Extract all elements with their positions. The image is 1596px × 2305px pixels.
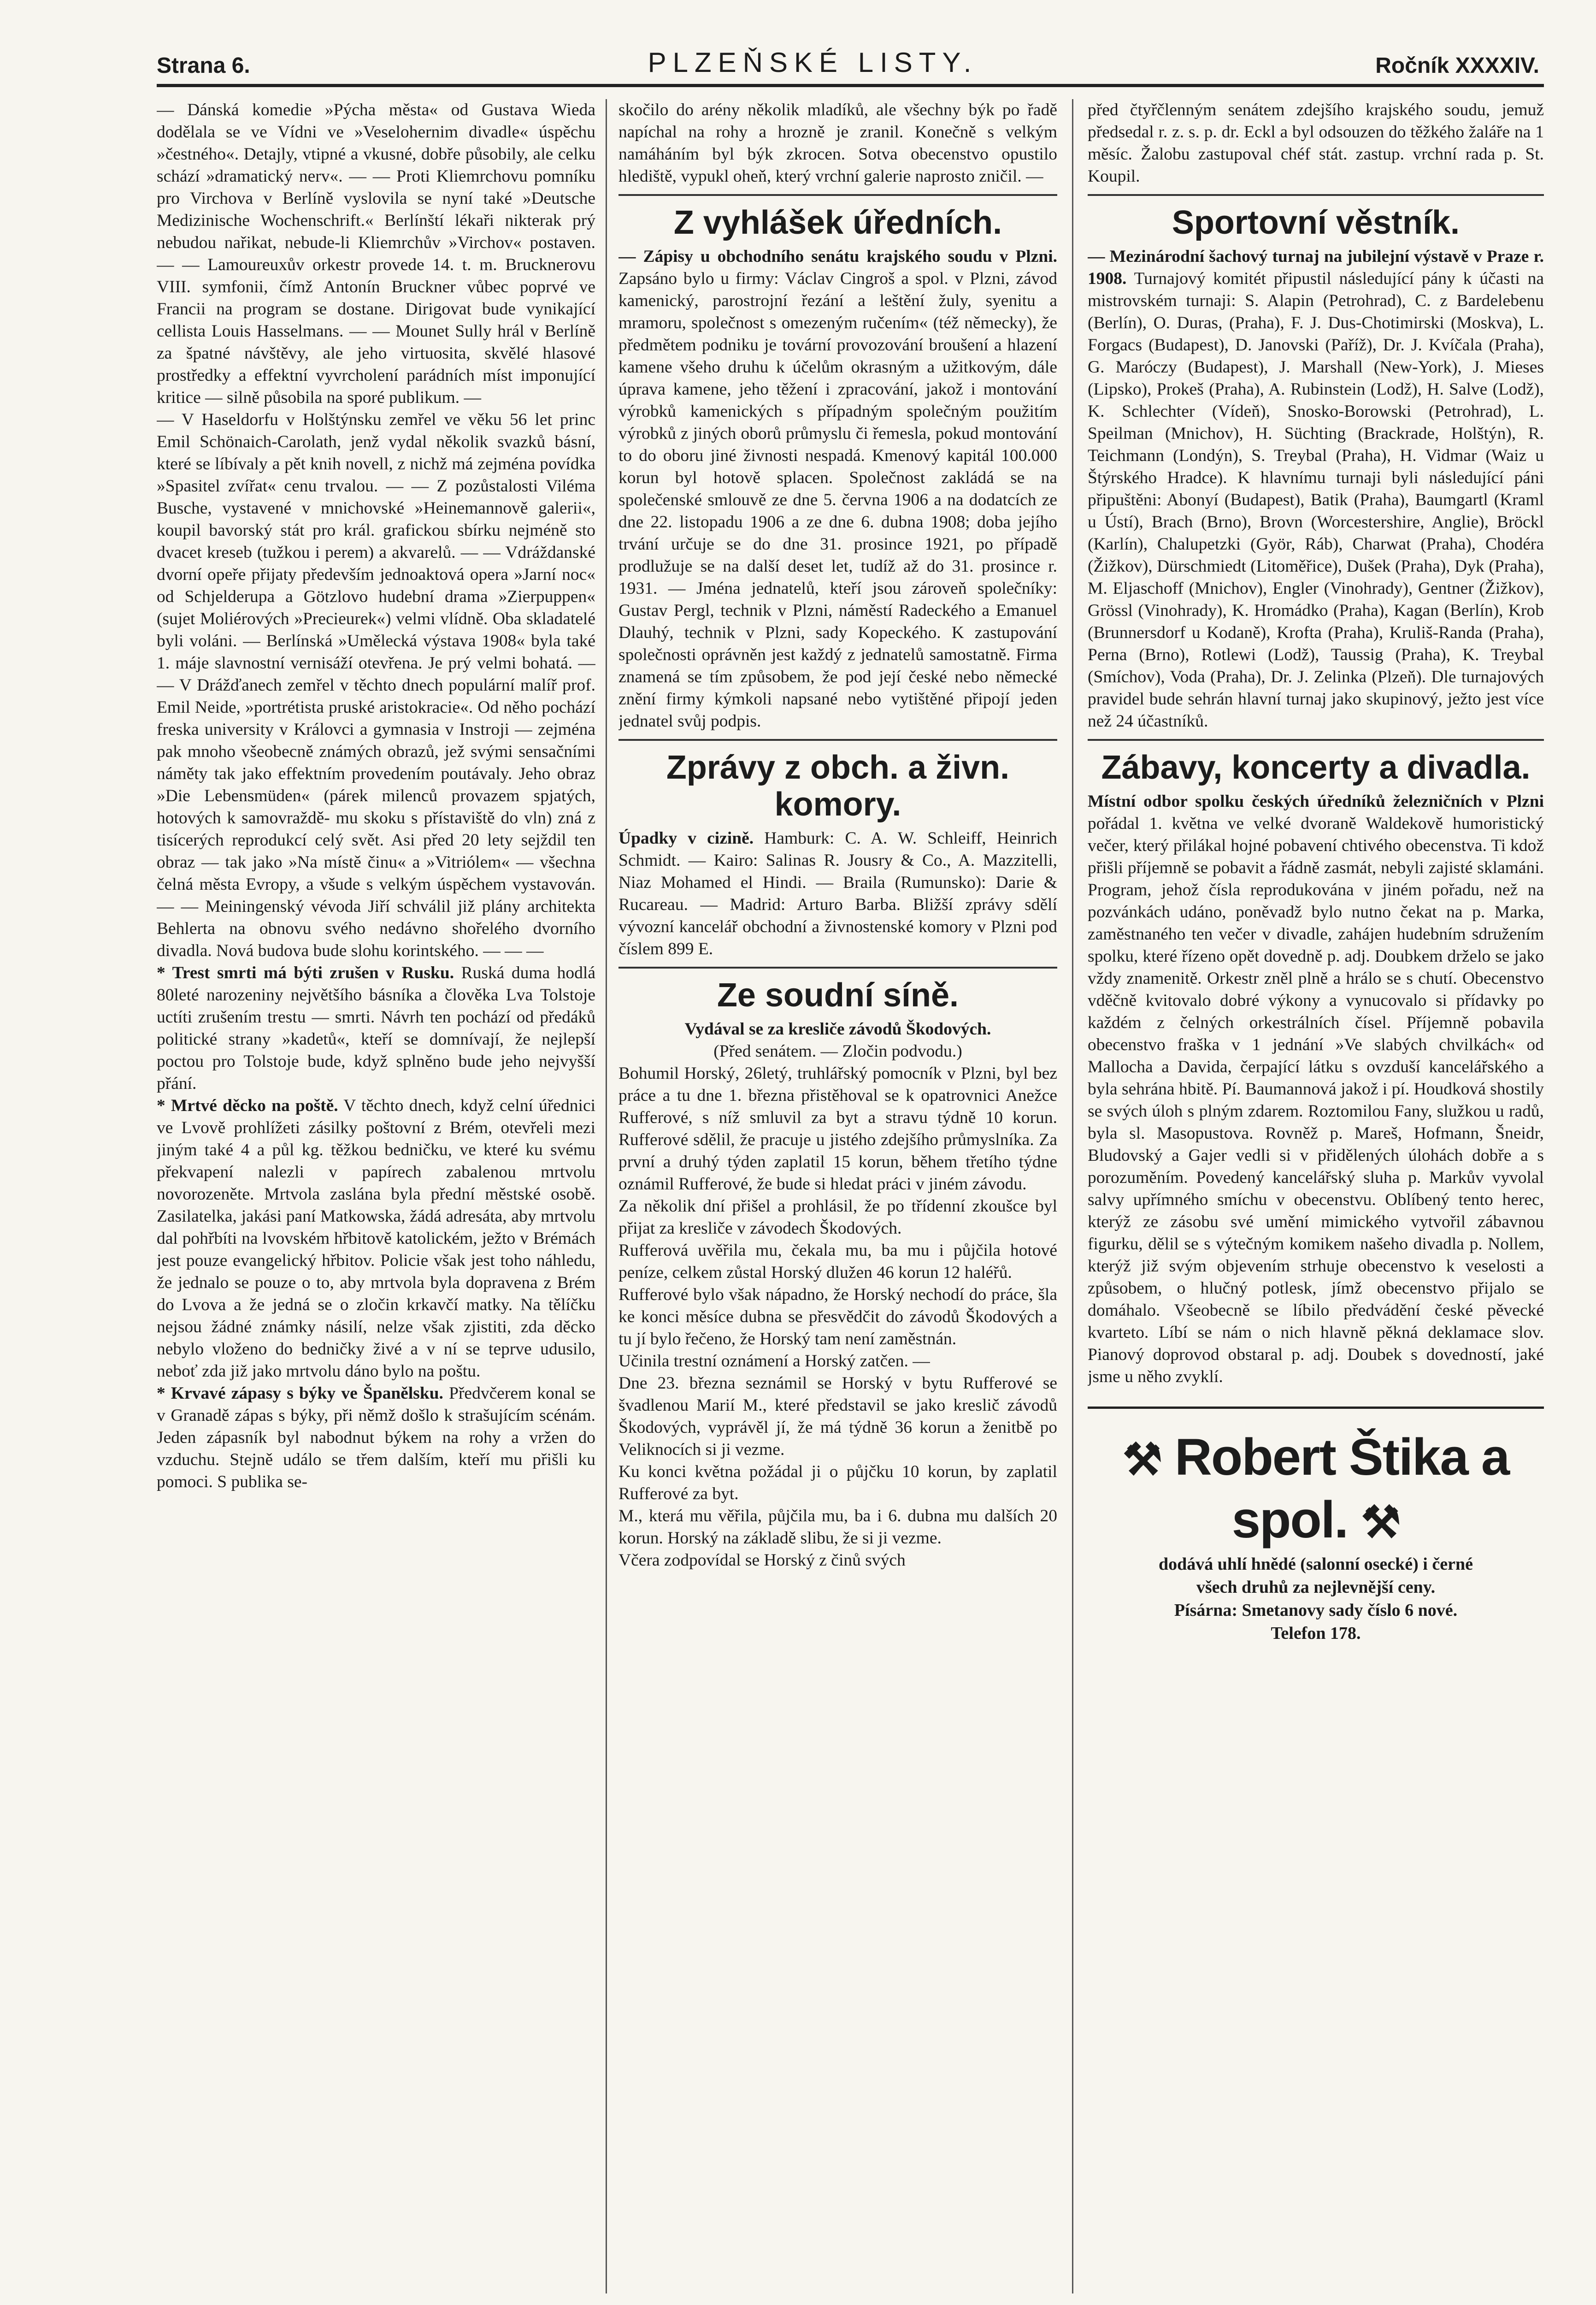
article-mistni-odbor <box>1088 791 1544 1388</box>
article-zapisy <box>618 246 1057 733</box>
page-header <box>157 32 1539 78</box>
article-body: pořádal 1. května ve velké dvoraně Waldekově humoristický večer, který přilákal hojné pobavení chtivého obecenstva. Ti kdož přišli příjemně se pobavit a řádně zasmát, nebyli zajisté sklamáni. Program, jehož čísla reprodukována v jiném pořadu, než na pozvánkách udáno, poněvadž bylo nutno čekat na p. Marka, zaměstnaného ten večer v divadle, zahájen hudebním sdružením spolku, které řízeno opět dovedně p. adj. Doubkem drželo se jako vždy znamenitě. Orkestr zněl plně a hrálo se s chutí. Obecenstvo vděčně kvitovalo dobré výkony a vynucovalo si přídavky po každém z čelných orkestrálních čísel. Příjemně pobavila obecenstvo fraška v 1 jednání »Ve slabých chvilkách« od Mallocha a Davida, čerpající látku s ovzduší kancelářského a byla sehrána hbitě. Pí. Baumannová jakož i pí. Houdková shostily se svých úloh s plným zdarem. Roztomilou Fany, služkou u radů, byla sl. Masopustova. Rovněž p. Mareš, Hofmann, Šneidr, Bludovský a Gajer vedli si v přidělených úlohách dobře a s porozuměním. Povedený kancelářský sluha p. Markův vyvolal salvy upřímného smíchu v obecenstvu. Oblíbený tento herec, kterýž ze zásobu své umění mimického vytvořil zábavnou figurku, dělil se s výtečným komikem našeho divadla p. Nollem, kterýž již svým objevením strhuje obecenstvo k veselosti a způsobem, o hlučný potlesk, jímž obecenstvo přijalo se domáhalo. Všeobecně se líbilo předvádění české pěvecké kvarteto. Líbí se nám o nich hlavně pěkná deklamace slov. Pianový doprovod obstaral p. adj. Doubek s dovedností, jaké jsme u něho zvyklí. <box>1088 814 1544 1386</box>
hammer-pick-icon: ⚒ <box>1361 1498 1400 1547</box>
column-divider <box>606 99 607 2293</box>
article-paragraph: Učinila trestní oznámení a Horský zatčen. — <box>618 1352 930 1371</box>
article-paragraph: Včera zodpovídal se Horský z činů svých <box>618 1551 906 1570</box>
article-paragraph: Za několik dní přišel a prohlásil, že po třídenní zkoušce byl přijat za kresliče v závodech Škodových. <box>618 1197 1057 1238</box>
article-body: Bohumil Horský, 26letý, truhlářský pomocník v Plzni, byl bez práce a tu dne 1. března přistěhoval se k opatrovnici Anežce Rufferové, s níž smluvil za byt a stravu týdně 10 korun. Rufferové sdělil, že pracuje u jistého zdejšího průmyslníka. Za první a druhý týden zaplatil 15 korun, během třetího týdne oznámil Rufferové, že bude si hledat práci v jiném závodu. <box>618 1064 1057 1194</box>
article-paragraph: M., která mu věřila, půjčila mu, ba i 6. dubna mu dalších 20 korun. Horský na základě slibu, že si ji vezme. <box>618 1507 1057 1548</box>
article-continuation: skočilo do arény několik mladíků, ale všechny býk po řadě napíchal na rohy a hrozně je zranil. Konečně s velkým namáháním byl býk zkrocen. Sotva obecenstvo opustilo hlediště, vypukl oheň, který vrchní galerie naprosto zničil. — <box>618 100 1057 186</box>
article-paragraph: Ku konci května požádal ji o půjčku 10 korun, by zaplatil Rufferové za byt. <box>618 1462 1057 1503</box>
article-heading: — Zápisy u obchodního senátu krajského soudu v Plzni. <box>618 247 1057 266</box>
advertiser-name <box>1088 1427 1544 1553</box>
hammer-pick-icon: ⚒ <box>1122 1435 1161 1484</box>
column-divider <box>1072 99 1073 2293</box>
ad-address: Písárna: Smetanovy sady číslo 6 nové. <box>1174 1601 1458 1620</box>
column-2 <box>618 99 1057 2293</box>
article-body: Zapsáno bylo u firmy: Václav Cingroš a spol. v Plzni, závod kamenický, parostrojní řezání a leštění žuly, syenitu a mramoru, společnost s omezeným ručením« (též německy), že předmětem podniku je tovární provozování broušení a hlazení kamene všeho druhu k účelům okrasným a užitkovým, dále úprava kamene, jeho těžení i zpracování, jakož i montování výrobků kamenických s případným společným použitím výrobků z jiných oborů průmyslu či řemesla, pokud montování to do oboru jiné živnosti nespadá. Kmenový kapitál 100.000 korun byl hotově splacen. Společnost zakládá se na společenské smlouvě ze dne 5. června 1906 a na dodatcích ze dne 22. listopadu 1906 a ze dne 6. dubna 1908; doba jejího trvání určuje se do dne 31. prosince 1921, po případě prodlužuje se na další deset let, tudíž až do 31. prosince r. 1931. — Jména jednatelů, kteří jsou zároveň společníky: Gustav Pergl, technik v Plzni, náměstí Radeckého a Emanuel Dlauhý, technik v Plzni, sady Kopeckého. K zastupování společnosti oprávněn jest každý z jednatelů samostatně. Firma znamená se tím způsobem, že pod její české nebo německé znění firmy kýmkoli napsané nebo vytištěné připojí jeden jednatel svůj podpis. <box>618 269 1057 731</box>
section-heading-soudni: Ze soudní síně. <box>717 977 959 1014</box>
volume-number: Ročník XXXXIV. <box>1375 53 1539 78</box>
article-body: V těchto dnech, když celní úřednici ve Lvově prohlížeti zásilky poštovní z Brém, otevřeli mezi jiným také 4 a půl kg. těžkou bedničku, ve které ku svému překvapení nalezli v papírech zabalenou mrtvolu novorozeněte. Mrtvola zaslána byla přední městské osobě. Zasilatelka, jakási paní Matkowska, žádá adresáta, aby mrtvolu dal pohřbíti na lvovském hřbitově katolickém, ježto v Brémách jest pouze evangelický hřbitov. Policie však jest toho náhledu, že jednalo se pouze o to, aby mrtvola byla dopravena z Brém do Lvova a že jedná se o zločin krkavčí matky. Na tělíčku nejsou žádné známky násilí, nelze však zjistiti, zda děcko nebylo vloženo do bedničky živé a v ní se teprve udusilo, neboť zda již jako mrtvolu dáno bylo na poštu. <box>157 1096 595 1381</box>
article-heading: Úpadky v cizině. <box>618 829 754 848</box>
section-heading-sport: Sportovní věstník. <box>1172 204 1460 241</box>
ad-phone: Telefon 178. <box>1271 1624 1361 1643</box>
advertisement <box>1088 1407 1544 1645</box>
section-heading-zabavy: Zábavy, koncerty a divadla. <box>1101 749 1531 786</box>
article-subheading: (Před senátem. — Zločin podvodu.) <box>713 1042 962 1061</box>
section-rule <box>618 739 1057 741</box>
section-rule <box>618 194 1057 196</box>
article-continuation: před čtyřčlenným senátem zdejšího krajského soudu, jemuž předsedal r. z. s. p. dr. Eckl a byl odsouzen do těžkého žaláře na 1 měsíc. Žalobu zastupoval chéf stát. zastup. vrchní rada p. St. Koupil. <box>1088 100 1544 186</box>
article-body: Turnajový komitét připustil následující pány k účasti na mistrovském turnaji: S. Alapin (Petrohrad), C. z Bardelebenu (Berlín), O. Duras, (Praha), F. J. Dus-Chotimirski (Moskva), L. Forgacs (Budapest), D. Janovski (Paříž), Dr. J. Kvíčala (Praha), G. Maróczy (Budapest), J. Marshall (New-York), J. Mieses (Lipsko), Prokeš (Praha), A. Rubinstein (Lodž), H. Salve (Lodž), K. Schlechter (Vídeň), Snosko-Borowski (Petrohrad), L. Speilman (Mnichov), H. Süchting (Brackrade, Holštýn), R. Teichmann (Londýn), S. Treybal (Praha), H. Vidmar (Waiz u Štýrského Hradce). K hlavnímu turnaji byli následující páni připuštěni: Abonyí (Budapest), Batik (Praha), Baumgartl (Kraml u Ústí), Brach (Brno), Brovn (Worcestershire, Anglie), Bröckl (Karlín), Chalupetzki (Györ, Ráb), Charwat (Praha), Chodéra (Žižkov), Dürschmiedt (Litoměřice), Dušek (Praha), Dyk (Praha), M. Eljaschoff (Mnichov), Engler (Vinohrady), Gentner (Žižkov), Grössl (Vinohrady), K. Hromádko (Praha), Kagan (Berlín), Krob (Brunnersdorf u Kodaně), Krofta (Praha), Kruliš-Randa (Praha), Perna (Brno), Rotlewi (Lodž), Taussig (Praha), K. Treybal (Smíchov), Voda (Praha), Dr. J. Zelinka (Plzeň). Dle turnajových pravidel bude sehrán hlavní turnaj jako skupinový, ježto jest více než 24 účastníků. <box>1088 269 1544 731</box>
article-upadky <box>618 827 1057 960</box>
article-body: Předvčerem konal se v Granadě zápas s býky, při němž došlo k strašujícím scénám. Jeden zápasník byl nabodnut býkem na rohy a vržen do vzduchu. Stejně událo se třem dalším, kteří mu přišli ku pomoci. S publika se- <box>157 1384 595 1491</box>
article-paragraph: Dne 23. března seznámil se Horský v bytu Rufferové se švadlenou Marií M., které představil se jako kreslič závodů Škodových, vyprávěl jí, že má týdně 36 korun a ženitbě po Veliknocích si ji vezme. <box>618 1374 1057 1459</box>
culture-news-1: — Dánská komedie »Pýcha města« od Gustava Wieda dodělala se ve Vídni ve »Veselohernim divadle« úspěchu »čestného«. Detajly, vtipné a vkusné, dobře působily, ale celku schází »dramatický nerv«. — — Proti Kliemrchovu pomníku pro Virchova v Berlíně vyslovila se nyní také »Deutsche Medizinische Wochenschrift.« Berlínští lékaři nikterak prý nebudou nařikat, nebude-li Kliemrchův »Virchov« postaven. — — Lamoureuxův orkestr provede 14. t. m. Brucknerovu VIII. symfonii, čímž Antonín Bruckner vůbec poprvé ve Francii na program se dostane. Dirigovat bude vynikající cellista Louis Hasselmans. — — Mounet Sully hrál v Berlíně za špatné návštěvy, ale jeho virtuosita, skvělé hlasové prostředky a effektní vyvrcholení parádních míst imponující kritice — silně působila na sporé publikum. — <box>157 100 595 407</box>
section-rule <box>618 967 1057 969</box>
article-heading: Vydával se za kresliče závodů Škodových. <box>684 1020 991 1039</box>
ad-text: dodává uhlí hnědé (salonní osecké) i černé <box>1159 1554 1473 1574</box>
article-body: Hamburk: C. A. W. Schleiff, Heinrich Schmidt. — Kairo: Salinas R. Jousry & Co., A. Mazzitelli, Niaz Mohamed el Hindi. — Braila (Rumunsko): Darie & Rucareau. — Madrid: Arturo Barba. Bližší zprávy sdělí vývozní kancelář obchodní a živnostenské komory v Plzni pod číslem 899 E. <box>618 829 1057 958</box>
article-body: Ruská duma hodlá 80leté narozeniny největšího básníka a člověka Lva Tolstoje uctíti zrušením trestu — smrti. Návrh ten pochází od předáků politické strany »kadetů«, kteří se domnívají, že nejlepší poctou pro Tolstoje bude, když splněno bude jeho nejvyšší přání. <box>157 963 595 1093</box>
article-krvave-zapasy <box>157 1383 595 1493</box>
article-mrtve-decko <box>157 1095 595 1383</box>
article-paragraph: Rufferová uvěřila mu, čekala mu, ba mu i půjčila hotové peníze, celkem zůstal Horský dlužen 46 korun 12 haléřů. <box>618 1241 1057 1282</box>
column-3 <box>1088 99 1544 2293</box>
article-heading: * Trest smrti má býti zrušen v Rusku. <box>157 963 454 982</box>
article-heading: — Mezinárodní šachový turnaj na jubilejní výstavě v Praze r. 1908. <box>1088 247 1544 288</box>
article-heading: * Krvavé zápasy s býky ve Španělsku. <box>157 1384 443 1403</box>
page-number: Strana 6. <box>157 53 250 78</box>
column-1 <box>157 99 595 2293</box>
section-heading-vyhlasek: Z vyhlášek úředních. <box>673 204 1002 241</box>
article-trest-smrti <box>157 962 595 1095</box>
article-paragraph: Rufferové bylo však nápadno, že Horský nechodí do práce, šla ke konci měsíce dubna se přesvědčit do závodů Škodových a tu jí bylo řečeno, že Horský tam není zaměstnán. <box>618 1285 1057 1348</box>
section-rule <box>1088 194 1544 196</box>
header-rule <box>157 84 1544 87</box>
culture-news-2: — V Haseldorfu v Holštýnsku zemřel ve věku 56 let princ Emil Schönaich-Carolath, jenž vydal několik svazků básní, které se líbívaly a pět knih novell, z nichž má zejména povídka »Spasitel zvířat« cenu trvalou. — — Z pozůstalosti Viléma Busche, vystavené v mnichovské »Heinemannově galerii«, koupil bavorský stát pro král. grafickou sbírku nejméně sto dvacet kreseb (tužkou i perem) a akvarelů. — — Vdráždanské dvorní opeře přijaty především jednoaktová opera »Jarní noc« od Schjelderupa a Götzlovo hudební drama »Zierpuppen« (sujet Moliérových »Precieurek«) velmi vlídně. Oba skladatelé byli voláni. — Berlínská »Umělecká výstava 1908« byla také 1. máje slavnostní vernisáží otevřena. Je prý velmi bohatá. — — V Drážďanech zemřel v těchto dnech populární malíř prof. Emil Neide, »portrétista pruské aristokracie«. Od něho pochází freska university v Královci a gymnasia v Instroji — zejména pak mnoho všeobecně známých obrazů, jež svými sensačními náměty tak jako effektním provedením poutávaly. Jeho obraz »Die Lebensmüden« (párek milenců provazem spjatých, hotových k samovraždě- mu skoku s přístaviště do vln) zná z tisícerých reprodukcí celý svět. Asi před 20 lety sejždil ten obraz — tak jako »Na místě činu« a »Vitriólem« — všechna čelná města Evropy, a všude s velkým úspěchem vystavován. — — Meiningenský vévoda Jiří schválil již plány architekta Behlerta na obnovu svého nedávno shořelého dvorního divadla. Nová budova bude slohu korintského. — — — <box>157 410 595 960</box>
article-heading: Místní odbor spolku českých úředníků železničních v Plzni <box>1088 792 1544 811</box>
article-sachovy-turnaj <box>1088 246 1544 733</box>
article-heading: * Mrtvé děcko na poště. <box>157 1096 338 1115</box>
newspaper-title: PLZEŇSKÉ LISTY. <box>648 47 978 78</box>
advertiser-name-text: Robert Štika a spol. <box>1175 1428 1509 1548</box>
section-heading-zpravy: Zprávy z obch. a živn. komory. <box>666 749 1010 823</box>
section-rule <box>1088 739 1544 741</box>
ad-text: všech druhů za nejlevnější ceny. <box>1196 1578 1436 1597</box>
